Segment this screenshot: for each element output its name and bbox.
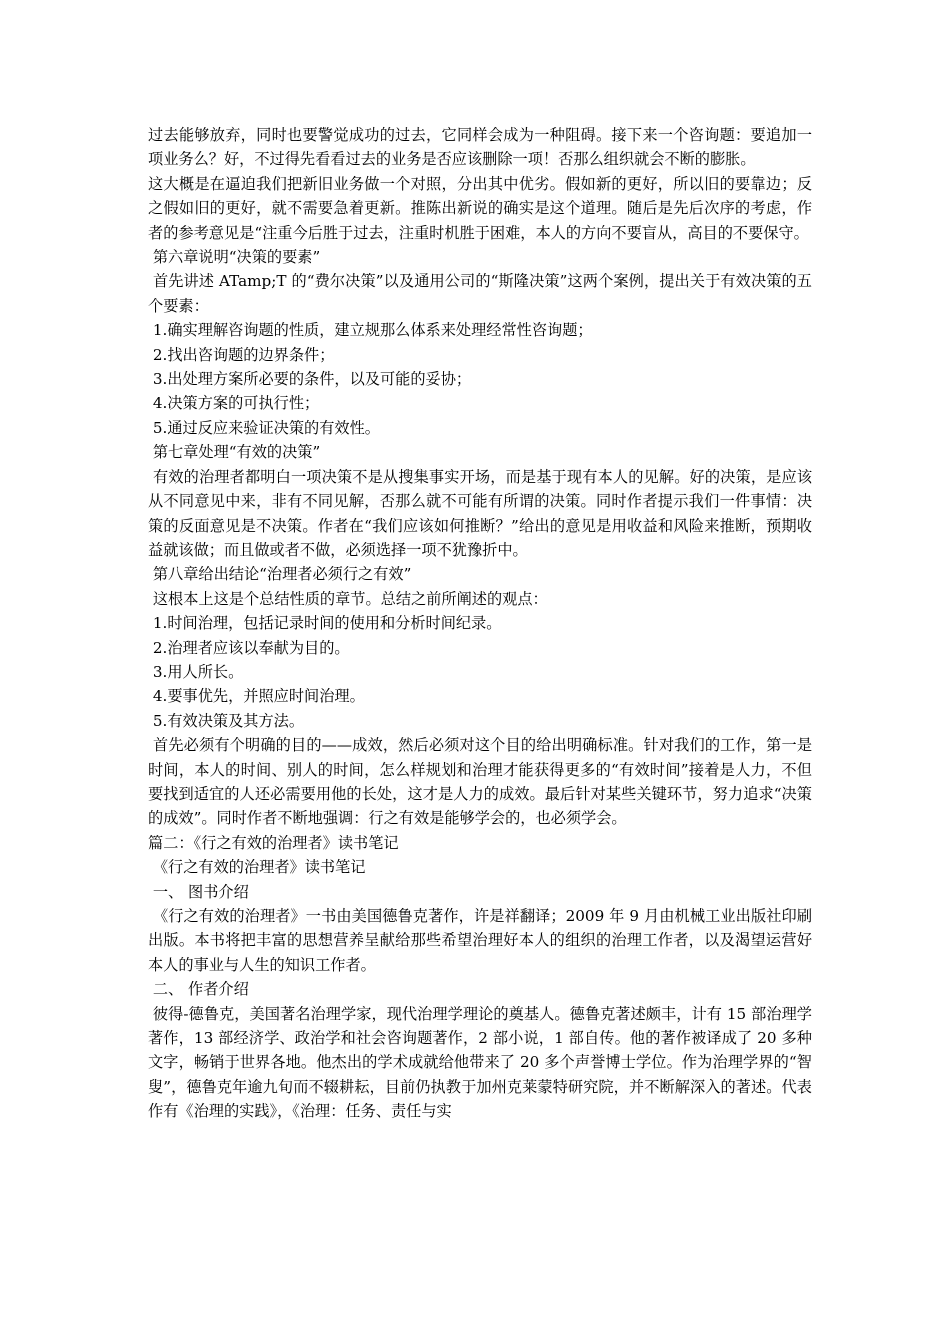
paragraph-19: 首先必须有个明确的目的——成效，然后必须对这个目的给出明确标准。针对我们的工作，第一是时间，本人的时间、别人的时间，怎么样规划和治理才能获得更多的“有效时间”接着是人力，不但要找到适宜的人还必需要用他的长处，这才是人力的成效。最后针对某些关键环节，努力追求“决策的成效”。同时作者不断地强调：行之有效是能够学会的，也必须学会。 — [148, 736, 813, 828]
section-1-heading: 一、 图书介绍 — [148, 882, 249, 901]
book-intro-paragraph: 《行之有效的治理者》一书由美国德鲁克著作，许是祥翻译；2009 年 9 月由机械工业出版社印刷出版。本书将把丰富的思想营养呈献给那些希望治理好本人的组织的治理工作者，以及渴望运营好本人的事业与人生的知识工作者。 — [148, 907, 813, 974]
chapter-6-heading: 第六章说明“决策的要素” — [148, 248, 321, 267]
summary-item-1: 1.时间治理，包括记录时间的使用和分析时间纪录。 — [148, 614, 502, 633]
section-2-heading: 二、 作者介绍 — [148, 980, 249, 999]
chapter-8-heading: 第八章给出结论“治理者必须行之有效” — [148, 565, 412, 584]
part-2-heading: 篇二：《行之有效的治理者》读书笔记 — [148, 833, 399, 852]
summary-item-4: 4.要事优先，并照应时间治理。 — [148, 687, 365, 706]
paragraph-11: 有效的治理者都明白一项决策不是从搜集事实开场，而是基于现有本人的见解。好的决策，是应该从不同意见中来，非有不同见解，否那么就不可能有所谓的决策。同时作者提示我们一件事情：决策的反面意见是不决策。作者在“我们应该如何推断？”给出的意见是用收益和风险来推断，预期收益就该做；而且做或者不做，必须选择一项不犹豫折中。 — [148, 467, 813, 559]
notes-title: 《行之有效的治理者》读书笔记 — [148, 858, 366, 877]
paragraph-1: 过去能够放弃，同时也要警觉成功的过去，它同样会成为一种阻碍。接下来一个咨询题：要追加一项业务么？好，不过得先看看过去的业务是否应该删除一项！否那么组织就会不断的膨胀。 — [148, 126, 812, 169]
author-intro-paragraph: 彼得-德鲁克，美国著名治理学家，现代治理学理论的奠基人。德鲁克著述颇丰，计有 15 部治理学著作，13 部经济学、政治学和社会咨询题著作，2 部小说，1 部自传。他的著作被译成了 20 多种文字，畅销于世界各地。他杰出的学术成就给他带来了 20 多个声誉博士学位。作为治理学界的“智叟”，德鲁克年逾九旬而不辍耕耘，目前仍执教于加州克莱蒙特研究院，并不断解深入的著述。代表作有《治理的实践》，《治理：任务、责任与实 — [148, 1004, 812, 1121]
paragraph-13: 这根本上这是个总结性质的章节。总结之前所阐述的观点： — [148, 589, 548, 608]
chapter-7-heading: 第七章处理“有效的决策” — [148, 443, 321, 462]
list-item-4: 4.决策方案的可执行性； — [148, 394, 320, 413]
summary-item-3: 3.用人所长。 — [148, 662, 244, 681]
list-item-1: 1.确实理解咨询题的性质，建立规那么体系来处理经常性咨询题； — [148, 321, 593, 340]
list-item-3: 3.出处理方案所必要的条件，以及可能的妥协； — [148, 370, 472, 389]
list-item-2: 2.找出咨询题的边界条件； — [148, 345, 335, 364]
list-item-5: 5.通过反应来验证决策的有效性。 — [148, 418, 380, 437]
summary-item-2: 2.治理者应该以奉献为目的。 — [148, 638, 350, 657]
document-body — [148, 123, 812, 1124]
paragraph-2: 这大概是在逼迫我们把新旧业务做一个对照，分出其中优劣。假如新的更好，所以旧的要靠边；反之假如旧的更好，就不需要急着更新。推陈出新说的确实是这个道理。随后是先后次序的考虑，作者的参考意见是“注重今后胜于过去，注重时机胜于困难，本人的方向不要盲从，高目的不要保守。 — [148, 174, 812, 242]
summary-item-5: 5.有效决策及其方法。 — [148, 711, 305, 730]
paragraph-4: 首先讲述 ATamp;T 的“费尔决策”以及通用公司的“斯隆决策”这两个案例，提出关于有效决策的五个要素： — [148, 272, 812, 315]
